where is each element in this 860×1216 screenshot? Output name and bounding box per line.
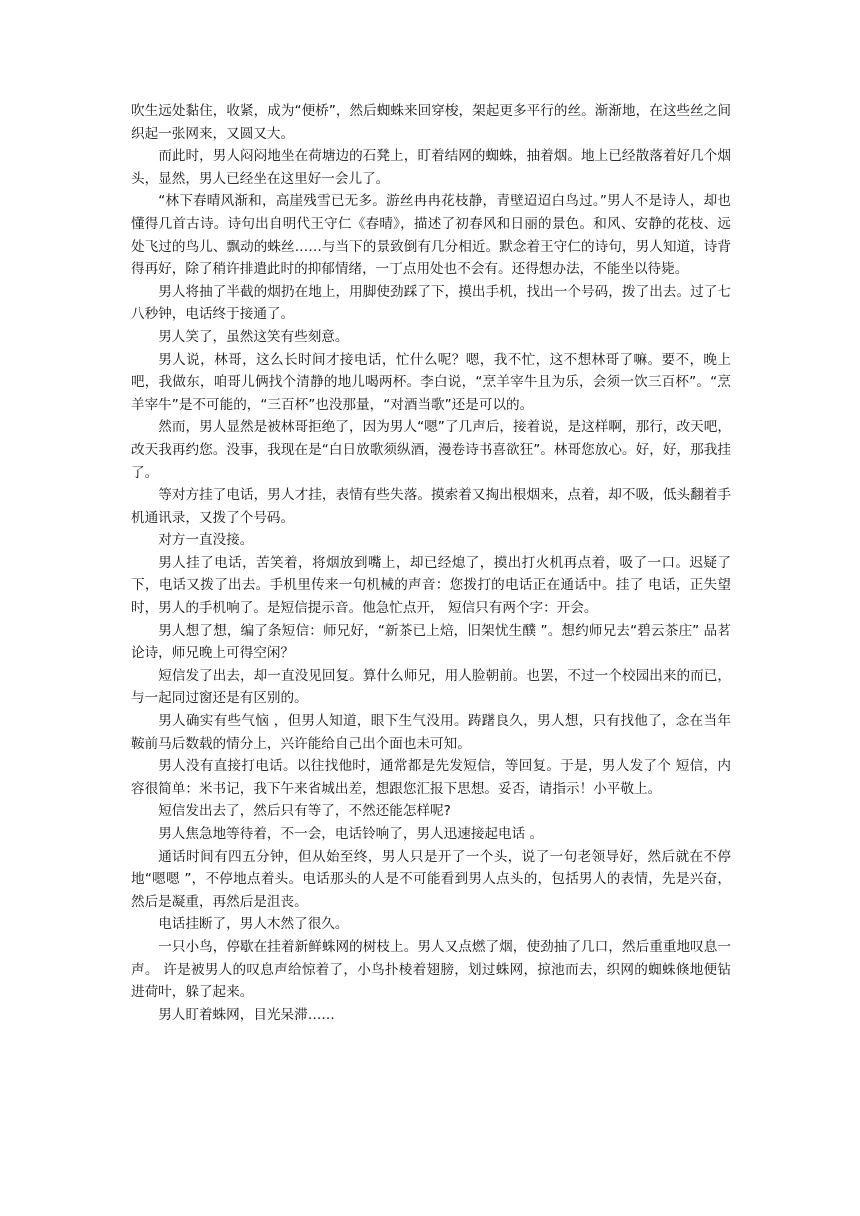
paragraph-16: 男人焦急地等待着，不一会，电话铃响了，男人迅速接起电话 。 [158, 826, 544, 842]
paragraph-17: 通话时间有四五分钟，但从始至终，男人只是开了一个头，说了一句老领导好，然后就在不停地“嗯嗯 ”，不停地点着头。电话那头的人是不可能看到男人点头的，包括男人的表情，先是兴奋，然后是凝重，再然后是沮丧。 [131, 848, 731, 910]
paragraph-3: “林下春晴风渐和，高崖残雪已无多。游丝冉冉花枝静，青壁迢迢白鸟过。”男人不是诗人，却也懂得几首古诗。诗句出自明代王守仁《春晴》，描述了初春风和日丽的景色。和风、安静的花枝、远处飞过的鸟儿、飘动的蛛丝……与当下的景致倒有几分相近。默念着王守仁的诗句，男人知道，诗背得再好，除了稍许排遣此时的抑郁情绪，一丁点用处也不会有。还得想办法，不能坐以待毙。 [131, 193, 731, 278]
paragraph-20: 男人盯着蛛网，目光呆滞…… [158, 1006, 335, 1023]
paragraph-12: 短信发了出去，却一直没见回复。算什么师兄，用人脸朝前。也罢，不过一个校园出来的而已，与一起同过窗还是有区别的。 [131, 667, 731, 707]
paragraph-2: 而此时，男人闷闷地坐在荷塘边的石凳上，盯着结网的蜘蛛，抽着烟。地上已经散落着好几个烟头，显然，男人已经坐在这里好一会儿了。 [131, 148, 731, 187]
paragraph-7: 然而，男人显然是被林哥拒绝了，因为男人“嗯”了几声后，接着说，是这样啊，那行，改天吧，改天我再约您。没事，我现在是“白日放歌须纵酒，漫卷诗书喜欲狂”。林哥您放心。好，好，那我挂了。 [131, 419, 731, 481]
paragraph-9: 对方一直没接。 [158, 532, 254, 549]
paragraph-14: 男人没有直接打电话。以往找他时，通常都是先发短信，等回复。于是，男人发了个 短信，内容很简单：米书记，我下午来省城出差，想跟您汇报下思想。妥否，请指示！小平敬上。 [131, 758, 731, 797]
story-body [131, 100, 731, 1026]
paragraph-4: 男人将抽了半截的烟扔在地上，用脚使劲踩了下，摸出手机，找出一个号码，拨了出去。过了七八秒钟，电话终于接通了。 [131, 283, 731, 323]
paragraph-1: 吹生远处黏住，收紧，成为“便桥”，然后蜘蛛来回穿梭，架起更多平行的丝。渐渐地，在这些丝之间织起一张网来，又圆又大。 [131, 103, 731, 142]
paragraph-19: 一只小鸟，停歇在挂着新鲜蛛网的树枝上。男人又点燃了烟，使劲抽了几口，然后重重地叹息一声。 许是被男人的叹息声给惊着了，小鸟扑棱着翅膀，划过蛛网，掠池而去，织网的蜘蛛倏地便钻进荷叶，躲了起来。 [131, 938, 731, 1001]
paragraph-5: 男人笑了，虽然这笑有些刻意。 [158, 328, 349, 345]
paragraph-6: 男人说，林哥，这么长时间才接电话，忙什么呢？嗯，我不忙，这不想林哥了嘛。要不，晚上吧，我做东，咱哥儿俩找个清静的地儿喝两杯。李白说，“烹羊宰牛且为乐，会须一饮三百杯”。“烹羊宰牛”是不可能的，“三百杯”也没那量，“对酒当歌”还是可以的。 [131, 351, 731, 413]
paragraph-11: 男人想了想，编了条短信：师兄好，“新茶已上焙，旧架忧生醭 ”。想约师兄去“碧云茶庄” 品茗论诗，师兄晚上可得空闲？ [131, 622, 731, 662]
paragraph-13: 男人确实有些气恼 ，但男人知道，眼下生气没用。踌躇良久，男人想，只有找他了，念在当年鞍前马后数载的情分上，兴许能给自己出个面也未可知。 [131, 713, 731, 752]
paragraph-10: 男人挂了电话，苦笑着，将烟放到嘴上，却已经熄了，摸出打火机再点着，吸了一口。迟疑了下，电话又拨了出去。手机里传来一句机械的声音：您拨打的电话正在通话中。挂了 电话，正失望时，男人的手机响了。是短信提示音。他急忙点开， 短信只有两个字：开会。 [131, 554, 731, 617]
paragraph-15: 短信发出去了，然后只有等了，不然还能怎样呢? [158, 803, 451, 820]
paragraph-8: 等对方挂了电话，男人才挂，表情有些失落。摸索着又掏出根烟来，点着，却不吸，低头翻着手机通讯录，又拨了个号码。 [131, 487, 731, 526]
paragraph-18: 电话挂断了，男人木然了很久。 [158, 916, 349, 933]
